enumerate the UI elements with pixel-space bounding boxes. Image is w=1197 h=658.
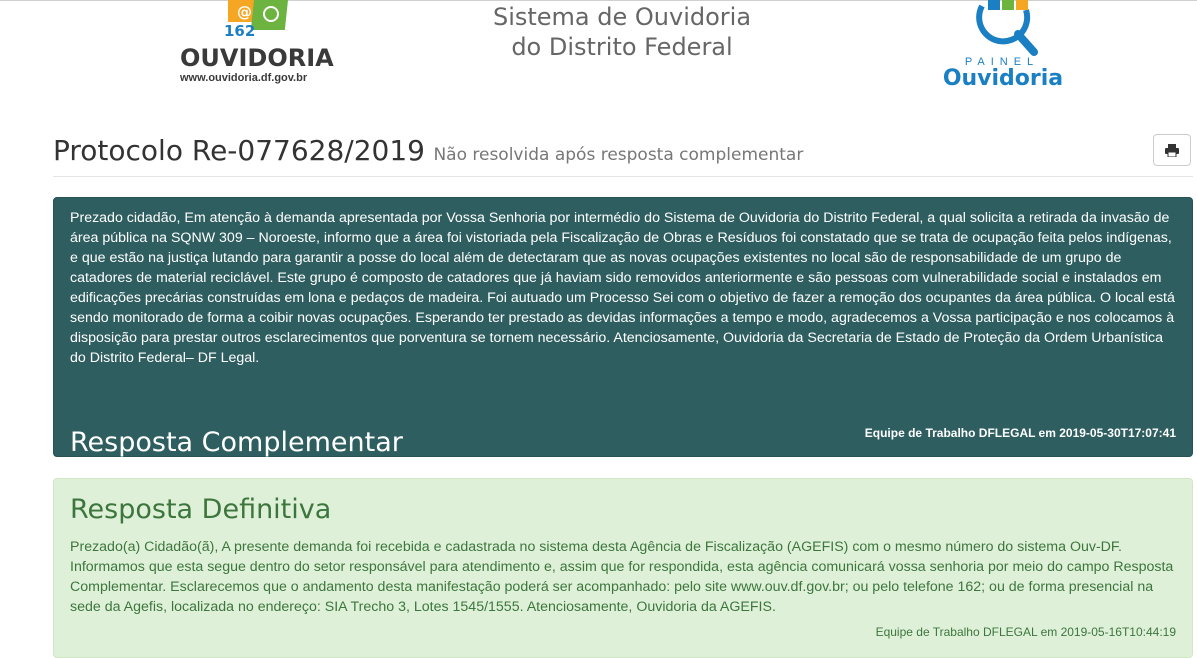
protocol-number: Protocolo Re-077628/2019 [53, 134, 425, 167]
site-title [470, 2, 774, 62]
site-title-line1: Sistema de Ouvidoria [492, 3, 752, 31]
logo-ouvidoria-text: Ouvidoria [942, 66, 1064, 91]
protocol-status: Não resolvida após resposta complementar [433, 145, 804, 165]
resposta-definitiva-title: Resposta Definitiva [70, 494, 332, 525]
magnifier-icon [960, 0, 1040, 56]
print-button[interactable] [1153, 134, 1191, 166]
at-symbol: @ [237, 3, 252, 21]
resposta-definitiva-panel [53, 478, 1193, 658]
site-title-line2: do Distrito Federal [511, 33, 733, 61]
protocol-heading [53, 134, 803, 167]
logo-url: www.ouvidoria.df.gov.br [180, 72, 308, 84]
logo-painel-text: PAINEL [964, 56, 1040, 68]
resposta-complementar-signature: Equipe de Trabalho DFLEGAL em 2019-05-30T17:07:41 [864, 426, 1176, 440]
resposta-definitiva-body: Prezado(a) Cidadão(ã), A presente demanda foi recebida e cadastrada no sistema desta Agência de Fiscalização (AGEFIS) com o mesmo número do sistema Ouv-DF. Informamos que esta segue dentro do setor responsável para atendimento e, assim que for respondida, esta agência comunicará vossa senhoria por meio do campo Resposta Complementar. Esclarecemos que o andamento desta manifestação poderá ser acompanhado: pelo site www.ouv.df.gov.br; ou pelo telefone 162; ou de forma presencial na sede da Agefis, localizada no endereço: SIA Trecho 3, Lotes 1545/1555. Atenciosamente, Ouvidoria da AGEFIS. [70, 539, 1174, 615]
resposta-complementar-body: Prezado cidadão, Em atenção à demanda apresentada por Vossa Senhoria por intermédio do Sistema de Ouvidoria do Distrito Federal, a qual solicita a retirada da invasão de área pública na SQNW 309 – Noroeste, informo que a área foi vistoriada pela Fiscalização de Obras e Resíduos foi constatado que se trata de ocupação feita pelos indígenas, e que estão na justiça lutando para garantir a posse do local além de detectaram que as novas ocupações existentes no local são de responsabilidade de um grupo de catadores de material reciclável. Este grupo é composto de catadores que já haviam sido removidos anteriormente e são pessoas com vulnerabilidade social e instalados em edificações precárias construídas em lona e pedaços de madeira. Foi autuado um Processo Sei com o objetivo de fazer a remoção dos ocupantes da área pública. O local está sendo monitorado de forma a coibir novas ocupações. Esperando ter prestado as devidas informações a tempo e modo, agradecemos a Vossa participação e nos colocamos à disposição para prestar outros esclarecimentos que porventura se tornem necessário. Atenciosamente, Ouvidoria da Secretaria de Estado de Proteção da Ordem Urbanística do Distrito Federal– DF Legal. [70, 210, 1175, 366]
ouvidoria-162-logo[interactable] [178, 0, 334, 86]
resposta-complementar-title: Resposta Complementar [70, 427, 403, 458]
resposta-definitiva-signature: Equipe de Trabalho DFLEGAL em 2019-05-16T10:44:19 [875, 625, 1176, 639]
heading-divider [53, 176, 1193, 177]
logo-word: OUVIDORIA [180, 44, 334, 72]
printer-icon [1165, 144, 1179, 157]
resposta-complementar-panel [53, 197, 1193, 457]
painel-ouvidoria-logo[interactable] [940, 0, 1070, 96]
chat-bubbles-icon [224, 0, 290, 38]
badge-162: 162 [224, 22, 256, 38]
